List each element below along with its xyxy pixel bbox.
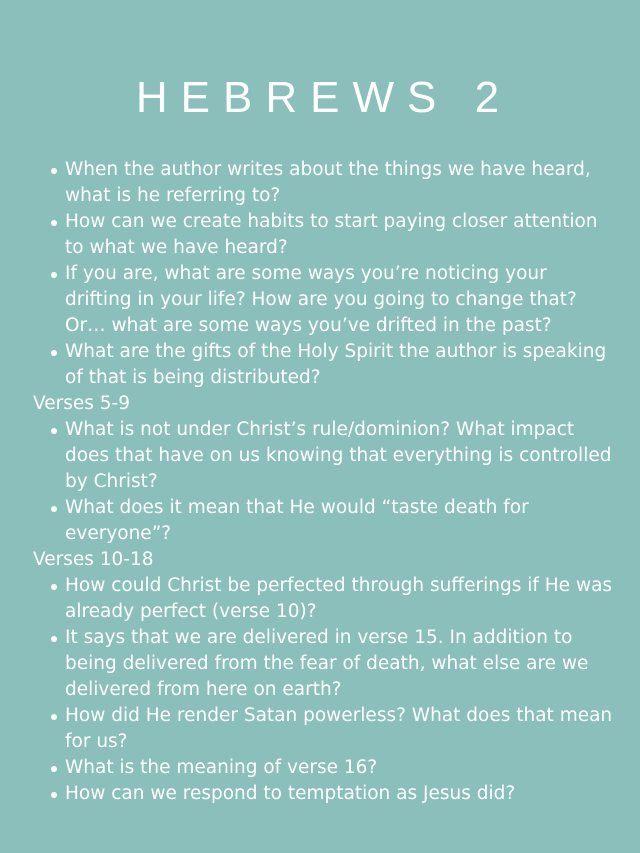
page-title: HEBREWS 2 (135, 73, 513, 122)
question-list (33, 157, 613, 807)
question-item: How did He render Satan powerless? What does that mean for us? (65, 703, 613, 755)
section-heading-verses-10-18: Verses 10-18 (33, 549, 154, 570)
question-item: How can we respond to temptation as Jesus did? (65, 781, 613, 807)
question-item: What is not under Christ’s rule/dominion? What impact does that have on us knowing that everything is controlled by Christ? (65, 417, 613, 495)
question-item: How could Christ be perfected through sufferings if He was already perfect (verse 10)? (65, 573, 613, 625)
question-item: What are the gifts of the Holy Spirit the author is speaking of that is being distributed? (65, 339, 613, 391)
section-3-questions (33, 573, 613, 807)
question-item: How can we create habits to start paying closer attention to what we have heard? (65, 209, 613, 261)
question-item: It says that we are delivered in verse 15. In addition to being delivered from the fear of death, what else are we delivered from here on earth? (65, 625, 613, 703)
question-item: When the author writes about the things we have heard, what is he referring to? (65, 157, 613, 209)
section-1-questions (33, 157, 613, 391)
question-item: What is the meaning of verse 16? (65, 755, 613, 781)
section-2-questions (33, 417, 613, 547)
question-item: What does it mean that He would “taste death for everyone”? (65, 495, 613, 547)
question-item: If you are, what are some ways you’re noticing your drifting in your life? How are you going to change that? Or… what are some ways you’ve drifted in the past? (65, 261, 613, 339)
section-heading-verses-5-9: Verses 5-9 (33, 393, 130, 414)
